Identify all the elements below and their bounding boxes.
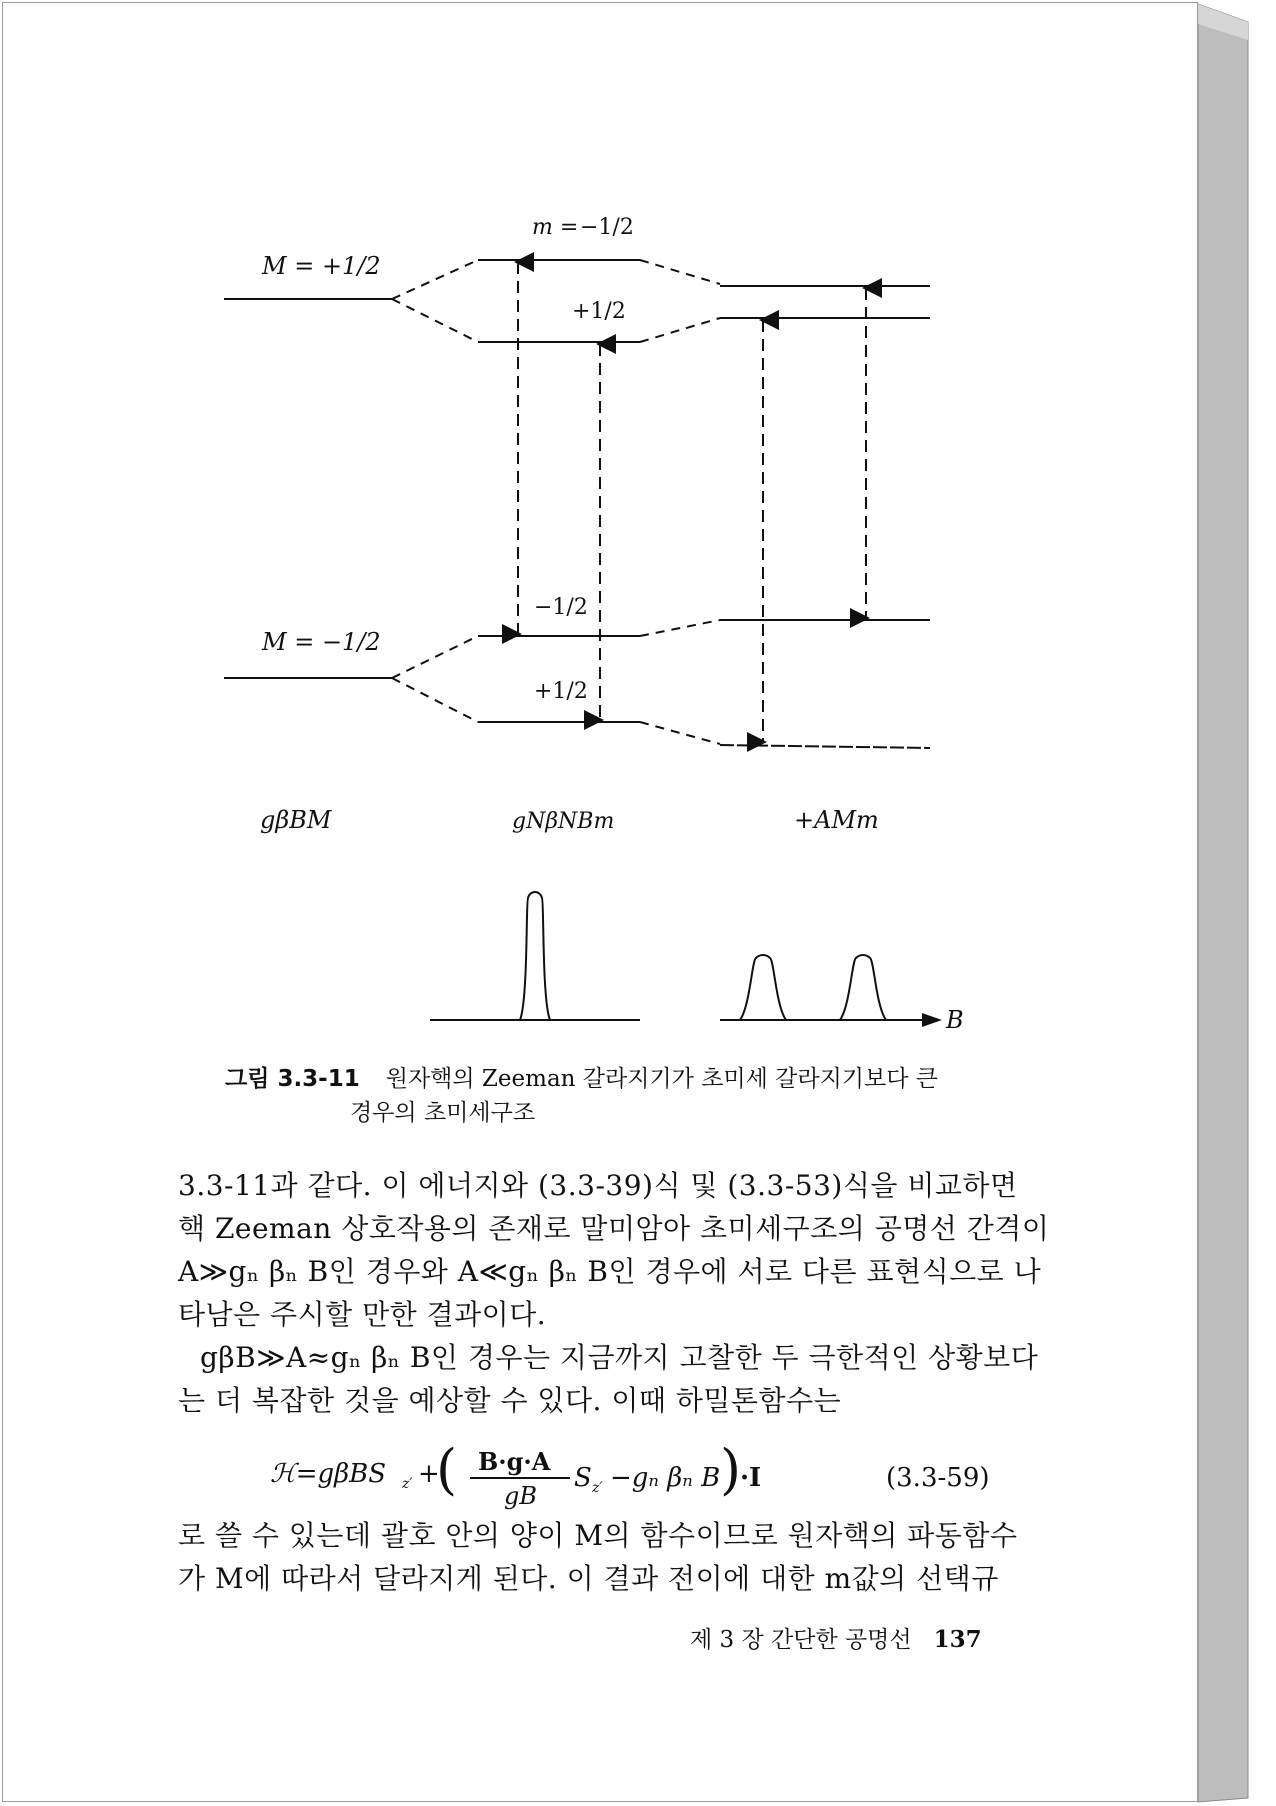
- nuclear-label-lower-bottom: +1/2: [534, 679, 588, 704]
- upper-split-dashed: [392, 260, 478, 342]
- term-electron-zeeman: gβBM: [260, 806, 332, 834]
- spectrum-peak-doublet-1: [740, 955, 786, 1020]
- paragraph-1-line: 핵 Zeeman 상호작용의 존재로 말미암아 초미세구조의 공명선 간격이: [178, 1212, 1050, 1245]
- equation-3-3-59: [270, 1440, 1030, 1510]
- nuclear-label-lower-top: −1/2: [534, 595, 588, 620]
- paragraph-3-line: 가 M에 따라서 달라지게 된다. 이 결과 전이에 대한 m값의 선택규: [178, 1562, 999, 1595]
- equation-dot-I: ·I: [740, 1463, 762, 1493]
- paragraph-3-line: 로 쓸 수 있는데 괄호 안의 양이 M의 함수이므로 원자핵의 파동함수: [178, 1519, 1018, 1552]
- upper-electron-level-label: M = +1/2: [262, 252, 381, 280]
- equation-spin-term: S: [574, 1463, 592, 1493]
- equation-number: (3.3-59): [886, 1463, 990, 1493]
- paragraph-1-line: A≫gₙ βₙ B인 경우와 A≪gₙ βₙ B인 경우에 서로 다른 표현식으로 나: [178, 1255, 1042, 1288]
- paragraph-2-line: 는 더 복잡한 것을 예상할 수 있다. 이때 하밀톤함수는: [178, 1384, 842, 1417]
- spectrum-peak-single: [520, 892, 550, 1020]
- svg-text:): ): [720, 1440, 742, 1501]
- level-lower-hf-bottom: [720, 745, 930, 748]
- nuclear-label-upper-top: −1/2: [580, 215, 634, 240]
- m-prefix-label: m =: [532, 215, 579, 240]
- spectrum-axis-label: B: [946, 1006, 964, 1034]
- figure-caption: [225, 1062, 938, 1126]
- svg-text:(: (: [436, 1440, 458, 1501]
- figure-label: 그림 3.3-11: [225, 1066, 360, 1092]
- paragraph-1-line: 3.3-11과 같다. 이 에너지와 (3.3-39)식 및 (3.3-53)식을 비교하면: [178, 1169, 1018, 1202]
- lower-split-dashed: [392, 636, 478, 722]
- running-footer-chapter: 제 3 장 간단한 공명선: [690, 1627, 912, 1653]
- paragraph-1: [178, 1164, 1050, 1336]
- equation-nuclear-term: −gₙ βₙ B: [610, 1463, 721, 1493]
- spectrum-peak-doublet-2: [840, 955, 886, 1020]
- caption-line-2: 경우의 초미세구조: [350, 1100, 536, 1126]
- term-hyperfine: +AMm: [794, 806, 879, 834]
- paragraph-3: [178, 1514, 1018, 1600]
- equation-fraction-numerator: B·g·A: [478, 1447, 551, 1476]
- axis-arrowhead-icon: [922, 1013, 942, 1027]
- svg-text:z′: z′: [402, 1476, 413, 1492]
- lower-electron-level-label: M = −1/2: [262, 628, 381, 656]
- page-number: 137: [933, 1626, 982, 1653]
- term-nuclear-zeeman: gNβNBm: [512, 809, 615, 834]
- svg-text:z′: z′: [592, 1480, 603, 1496]
- nuclear-label-upper-bottom: +1/2: [572, 299, 626, 324]
- equation-lhs: ℋ=gβBS: [270, 1459, 387, 1489]
- paragraph-1-line: 타남은 주시할 만한 결과이다.: [178, 1298, 547, 1331]
- svg-text:+: +: [418, 1459, 440, 1489]
- caption-line-1: 원자핵의 Zeeman 갈라지기가 초미세 갈라지기보다 큰: [385, 1066, 938, 1092]
- paragraph-2: [178, 1336, 1039, 1422]
- equation-fraction-denominator: gB: [504, 1482, 537, 1510]
- page-footer: [690, 1621, 982, 1654]
- paragraph-2-line: gβB≫A≈gₙ βₙ B인 경우는 지금까지 고찰한 두 극한적인 상황보다: [200, 1341, 1039, 1374]
